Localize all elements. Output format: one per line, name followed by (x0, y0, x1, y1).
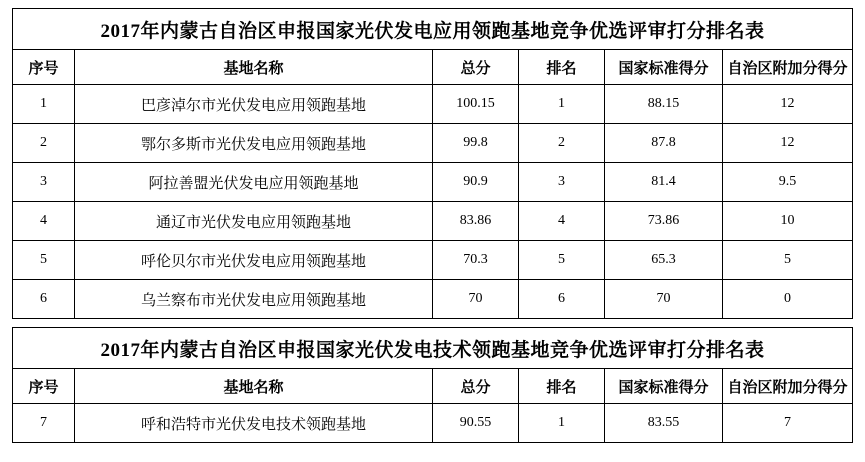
cell-regional-bonus: 7 (723, 404, 853, 443)
cell-base-name: 呼和浩特市光伏发电技术领跑基地 (75, 404, 433, 443)
cell-seq: 5 (13, 241, 75, 280)
cell-rank: 5 (519, 241, 605, 280)
cell-national-score: 81.4 (605, 163, 723, 202)
cell-seq: 2 (13, 124, 75, 163)
table-row (13, 85, 853, 124)
table-row (13, 202, 853, 241)
technology-leader-base-table (12, 327, 853, 443)
cell-total-score: 90.55 (433, 404, 519, 443)
table-row (13, 124, 853, 163)
cell-regional-bonus: 0 (723, 280, 853, 319)
column-header-national-score: 国家标准得分 (605, 369, 723, 404)
cell-rank: 1 (519, 404, 605, 443)
cell-regional-bonus: 9.5 (723, 163, 853, 202)
table-title-row (13, 9, 853, 50)
table-title-row (13, 328, 853, 369)
column-header-national-score: 国家标准得分 (605, 50, 723, 85)
cell-total-score: 70.3 (433, 241, 519, 280)
cell-rank: 6 (519, 280, 605, 319)
cell-rank: 2 (519, 124, 605, 163)
column-header-seq: 序号 (13, 369, 75, 404)
column-header-regional-bonus: 自治区附加分得分 (723, 369, 853, 404)
table-header-row (13, 50, 853, 85)
column-header-base-name: 基地名称 (75, 369, 433, 404)
cell-base-name: 呼伦贝尔市光伏发电应用领跑基地 (75, 241, 433, 280)
cell-total-score: 99.8 (433, 124, 519, 163)
column-header-rank: 排名 (519, 50, 605, 85)
table-row (13, 163, 853, 202)
cell-regional-bonus: 12 (723, 85, 853, 124)
cell-regional-bonus: 5 (723, 241, 853, 280)
table-header-row (13, 369, 853, 404)
cell-total-score: 100.15 (433, 85, 519, 124)
table-title: 2017年内蒙古自治区申报国家光伏发电技术领跑基地竞争优选评审打分排名表 (13, 328, 853, 369)
cell-total-score: 90.9 (433, 163, 519, 202)
cell-total-score: 83.86 (433, 202, 519, 241)
column-header-base-name: 基地名称 (75, 50, 433, 85)
cell-national-score: 83.55 (605, 404, 723, 443)
table-row (13, 241, 853, 280)
column-header-regional-bonus: 自治区附加分得分 (723, 50, 853, 85)
cell-regional-bonus: 10 (723, 202, 853, 241)
cell-base-name: 乌兰察布市光伏发电应用领跑基地 (75, 280, 433, 319)
cell-rank: 3 (519, 163, 605, 202)
cell-base-name: 巴彦淖尔市光伏发电应用领跑基地 (75, 85, 433, 124)
column-header-total-score: 总分 (433, 50, 519, 85)
cell-national-score: 70 (605, 280, 723, 319)
cell-base-name: 鄂尔多斯市光伏发电应用领跑基地 (75, 124, 433, 163)
table-row (13, 404, 853, 443)
cell-rank: 1 (519, 85, 605, 124)
cell-seq: 3 (13, 163, 75, 202)
cell-national-score: 87.8 (605, 124, 723, 163)
cell-base-name: 通辽市光伏发电应用领跑基地 (75, 202, 433, 241)
cell-base-name: 阿拉善盟光伏发电应用领跑基地 (75, 163, 433, 202)
application-leader-base-table (12, 8, 853, 319)
cell-national-score: 88.15 (605, 85, 723, 124)
cell-total-score: 70 (433, 280, 519, 319)
column-header-total-score: 总分 (433, 369, 519, 404)
cell-seq: 4 (13, 202, 75, 241)
table-row (13, 280, 853, 319)
cell-seq: 6 (13, 280, 75, 319)
column-header-rank: 排名 (519, 369, 605, 404)
column-header-seq: 序号 (13, 50, 75, 85)
cell-seq: 7 (13, 404, 75, 443)
cell-national-score: 65.3 (605, 241, 723, 280)
cell-regional-bonus: 12 (723, 124, 853, 163)
cell-rank: 4 (519, 202, 605, 241)
cell-seq: 1 (13, 85, 75, 124)
table-title: 2017年内蒙古自治区申报国家光伏发电应用领跑基地竞争优选评审打分排名表 (13, 9, 853, 50)
cell-national-score: 73.86 (605, 202, 723, 241)
